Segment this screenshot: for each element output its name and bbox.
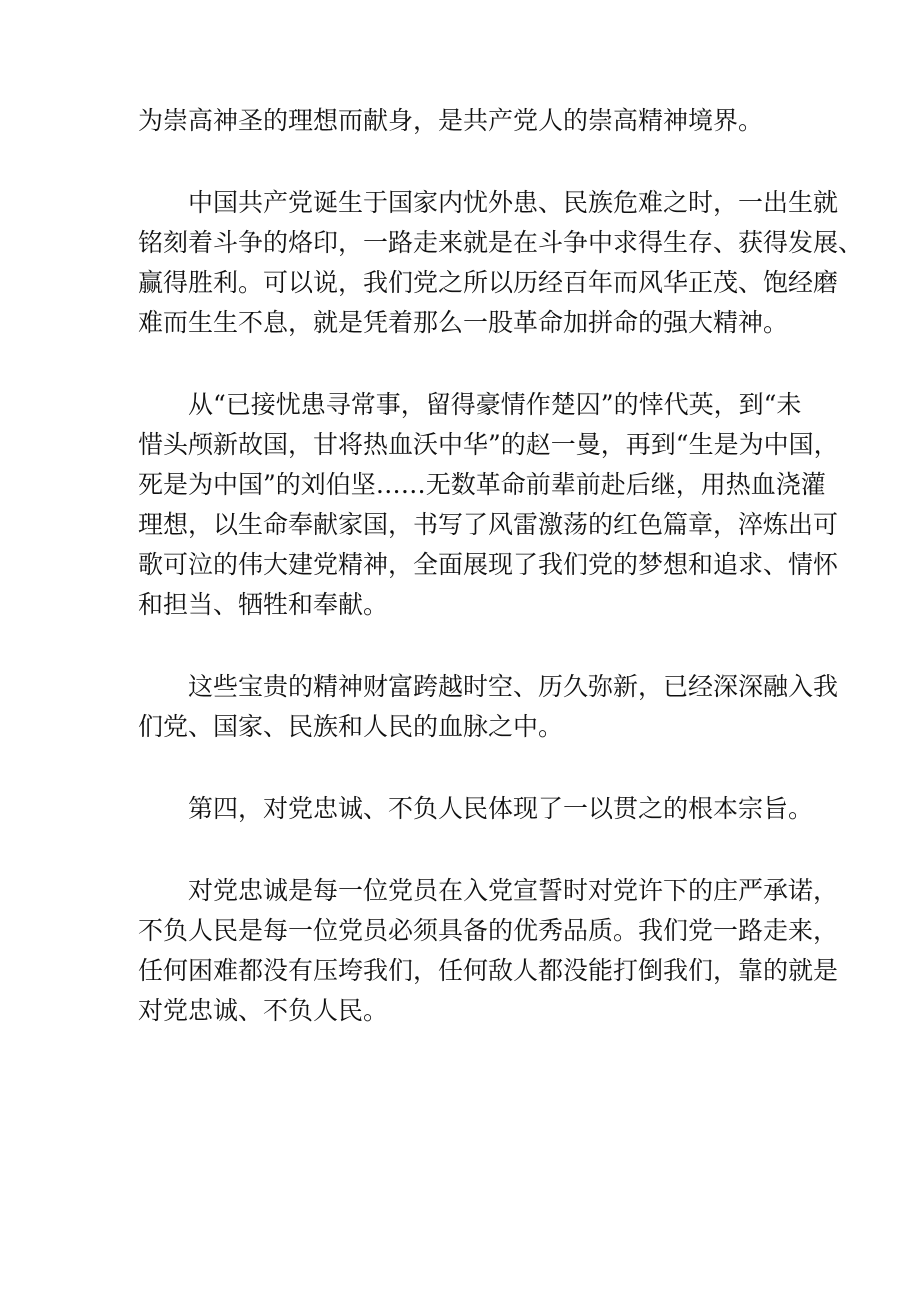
paragraph-line: 任何困难都没有压垮我们，任何敌人都没能打倒我们，靠的就是: [138, 956, 839, 985]
paragraph-6: [138, 871, 839, 1031]
paragraph-3: [138, 385, 839, 625]
document-body: [138, 101, 864, 1031]
paragraph-line: 铭刻着斗争的烙印，一路走来就是在斗争中求得生存、获得发展、: [138, 228, 864, 257]
paragraph-5: [138, 789, 814, 829]
paragraph-line: 对党忠诚是每一位党员在入党宣誓时对党许下的庄严承诺，: [188, 876, 839, 905]
paragraph-2: [138, 183, 864, 343]
paragraph-line: 歌可泣的伟大建党精神，全面展现了我们党的梦想和追求、情怀: [138, 550, 839, 579]
paragraph-line: 们党、国家、民族和人民的血脉之中。: [138, 712, 564, 741]
paragraph-line: 对党忠诚、不负人民。: [138, 996, 389, 1025]
paragraph-line: 难而生生不息，就是凭着那么一股革命加拼命的强大精神。: [138, 308, 789, 337]
paragraph-line: 第四，对党忠诚、不负人民体现了一以贯之的根本宗旨。: [188, 794, 814, 823]
paragraph-line: 理想，以生命奉献家国，书写了风雷激荡的红色篇章，淬炼出可: [138, 510, 839, 539]
paragraph-line: 为崇高神圣的理想而献身，是共产党人的崇高精神境界。: [138, 106, 764, 135]
paragraph-4: [138, 667, 839, 747]
paragraph-line: 中国共产党诞生于国家内忧外患、民族危难之时，一出生就: [188, 188, 839, 217]
paragraph-line: 不负人民是每一位党员必须具备的优秀品质。我们党一路走来，: [138, 916, 839, 945]
paragraph-line: 惜头颅新故国，甘将热血沃中华”的赵一曼，再到“生是为中国，: [138, 430, 839, 459]
paragraph-line: 和担当、牺牲和奉献。: [138, 590, 389, 619]
paragraph-1: [138, 101, 788, 141]
paragraph-line: 这些宝贵的精神财富跨越时空、历久弥新，已经深深融入我: [188, 672, 839, 701]
paragraph-line: 赢得胜利。可以说，我们党之所以历经百年而风华正茂、饱经磨: [138, 268, 839, 297]
paragraph-line: 从“已接忧患寻常事，留得豪情作楚囚”的悻代英，到“未: [188, 390, 802, 419]
paragraph-line: 死是为中国”的刘伯坚……无数革命前辈前赴后继，用热血浇灌: [138, 470, 826, 499]
